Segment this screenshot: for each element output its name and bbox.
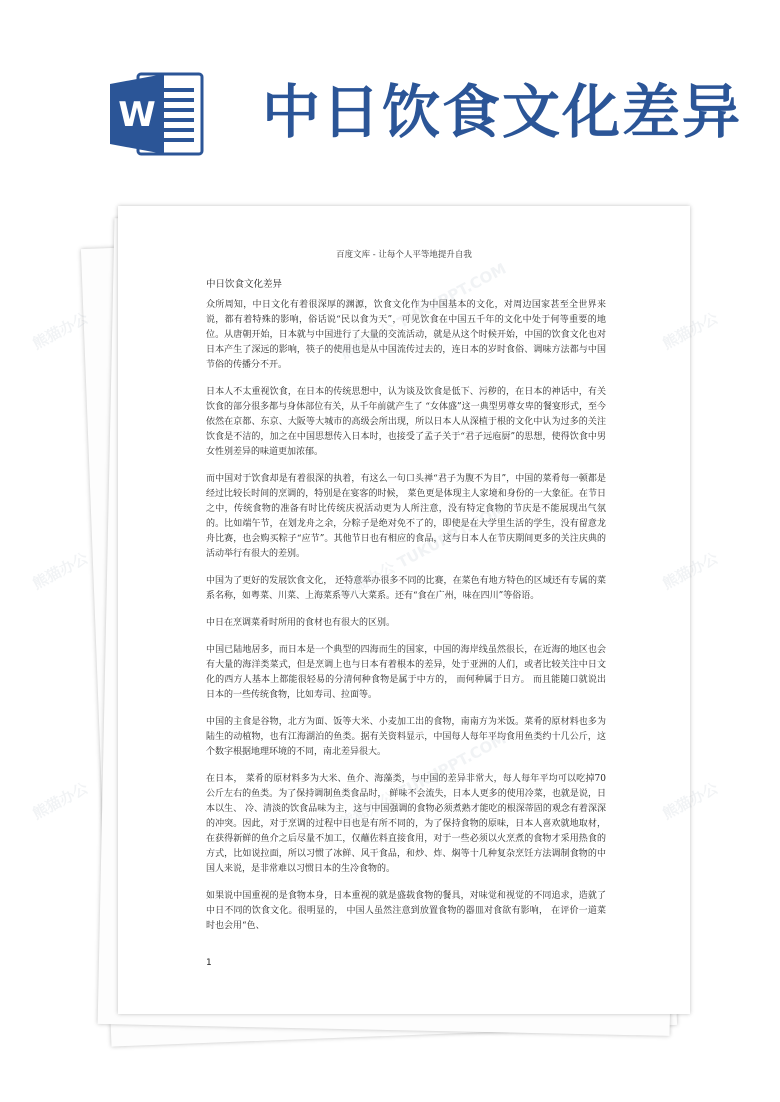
watermark: 熊猫办公 [29,548,91,593]
paragraph: 众所周知，中日文化有着很深厚的渊源，饮食文化作为中国基本的文化，对周边国家甚至全世界来说，都有着特殊的影响，俗话说“民以食为天”，可见饮食在中国五千年的文化中处于何等重要的地位。从唐朝开始，日本就与中国进行了大量的交流活动，就是从这个时候开始，中国的饮食文化也对日本产生了深远的影响，筷子的使用也是从中国流传过去的，连日本的岁时食俗、调味方法都与中国节俗的传播分不开。 [206,300,606,370]
watermark: 熊猫办公 [659,778,721,823]
document-page [118,206,690,1014]
page-number: 1 [206,958,212,968]
paragraph: 中日在烹调菜肴时所用的食材也有很大的区别。 [206,618,396,628]
paragraph: 而中国对于饮食却是有着很深的执着，有这么一句口头禅“君子为腹不为目”，中国的菜肴每一顿都是经过比较长时间的烹调的，特别是在宴客的时候， 菜色更是体现主人家境和身份的一大象征。在节日之中，传统食物的准备有时比传统庆祝活动更为人所注意，没有特定食物的节庆是不能展现出气氛的。比如端午节，在划龙舟之余，分粽子是绝对免不了的，即使是在大学里生活的学生，没有留意龙舟比赛，也会购买粽子“应节”。其他节日也有相应的食品，这与日本人在节庆期间更多的关注庆典的活动举行有很大的差别。 [206,474,606,559]
page-title: 中日饮食文化差异 [262,78,743,146]
watermark: 熊猫办公 [29,308,91,353]
paragraph: 中国已陆地居多，而日本是一个典型的四海而生的国家，中国的海岸线虽然很长，在近海的地区也会有大量的海洋类菜式，但是烹调上也与日本有着根本的差异，处于亚洲的人们，或者比较关注中日文化的西方人基本上都能很轻易的分清何种食物是属于中方的， 而何种属于日方。 而且能随口就说出日本的一些传统食物，比如寿司、拉面等。 [206,645,606,700]
header [0,0,780,190]
paragraph: 中国为了更好的发展饮食文化， 还特意举办很多不同的比赛，在菜色有地方特色的区域还有专属的菜系名称，如粤菜、川菜、上海菜系等八大菜系。还有“食在广州，味在四川”等俗语。 [206,576,606,601]
paragraph: 如果说中国重视的是食物本身，日本重视的就是盛载食物的餐具，对味觉和视觉的不同追求，造就了中日不同的饮食文化。很明显的， 中国人虽然注意到放置食物的器皿对食欲有影响， 在评价一道菜时也会用“色、 [206,891,606,931]
paragraph: 日本人不太重视饮食，在日本的传统思想中，认为谈及饮食是低下、污秽的，在日本的神话中，有关饮食的部分很多都与身体部位有关，从千年前就产生了 “女体盛”这一典型男尊女卑的餐宴形式，至今依然在京都、东京、大阪等大城市的高级会所出现，所以日本人从深植于根的文化中认为过多的关注饮食是不洁的，加之在中国思想传入日本时，也接受了孟子关于“君子远庖厨”的思想，使得饮食中男女性别差异的味道更加浓郁。 [206,387,606,457]
watermark: 熊猫办公 [659,548,721,593]
document-body [206,298,606,946]
watermark: 熊猫办公 [29,778,91,823]
svg-text:W: W [118,95,156,135]
document-title: 中日饮食文化差异 [206,279,283,290]
paragraph: 中国的主食是谷物，北方为面、饭等大米、小麦加工出的食物，南南方为米饭。菜肴的原材料也多为陆生的动植物，也有江海湖泊的鱼类。据有关资料显示，中国每人每年平均食用鱼类约十几公斤，这个数字根据地理环境的不同，南北差异很大。 [206,717,606,757]
paragraph: 在日本， 菜肴的原材料多为大米、鱼介、海藻类，与中国的差异非常大，每人每年平均可以吃掉70公斤左右的鱼类。为了保持调制鱼类食品时， 鲜味不会流失，日本人更多的使用冷菜，也就是说，日本以生、 冷、清淡的饮食品味为主，这与中国强调的食物必须煮熟才能吃的根深蒂固的观念有着深深的冲突。因此，对于烹调的过程中日也是有所不同的，为了保持食物的原味，日本人喜欢就地取材，在获得新鲜的鱼介之后尽量不加工，仅蘸佐料直接食用，对于一些必须以火烹煮的食物才采用热食的方式，比如说拉面，所以习惯了冰鲜、风干食品，和炒、炸、焖等十几种复杂烹饪方法调制食物的中国人来说，是非常难以习惯日本的生冷食物的。 [206,774,606,874]
watermark: 熊猫办公 [659,308,721,353]
running-header: 百度文库 - 让每个人平等地提升自我 [336,250,472,260]
word-icon [108,70,206,158]
